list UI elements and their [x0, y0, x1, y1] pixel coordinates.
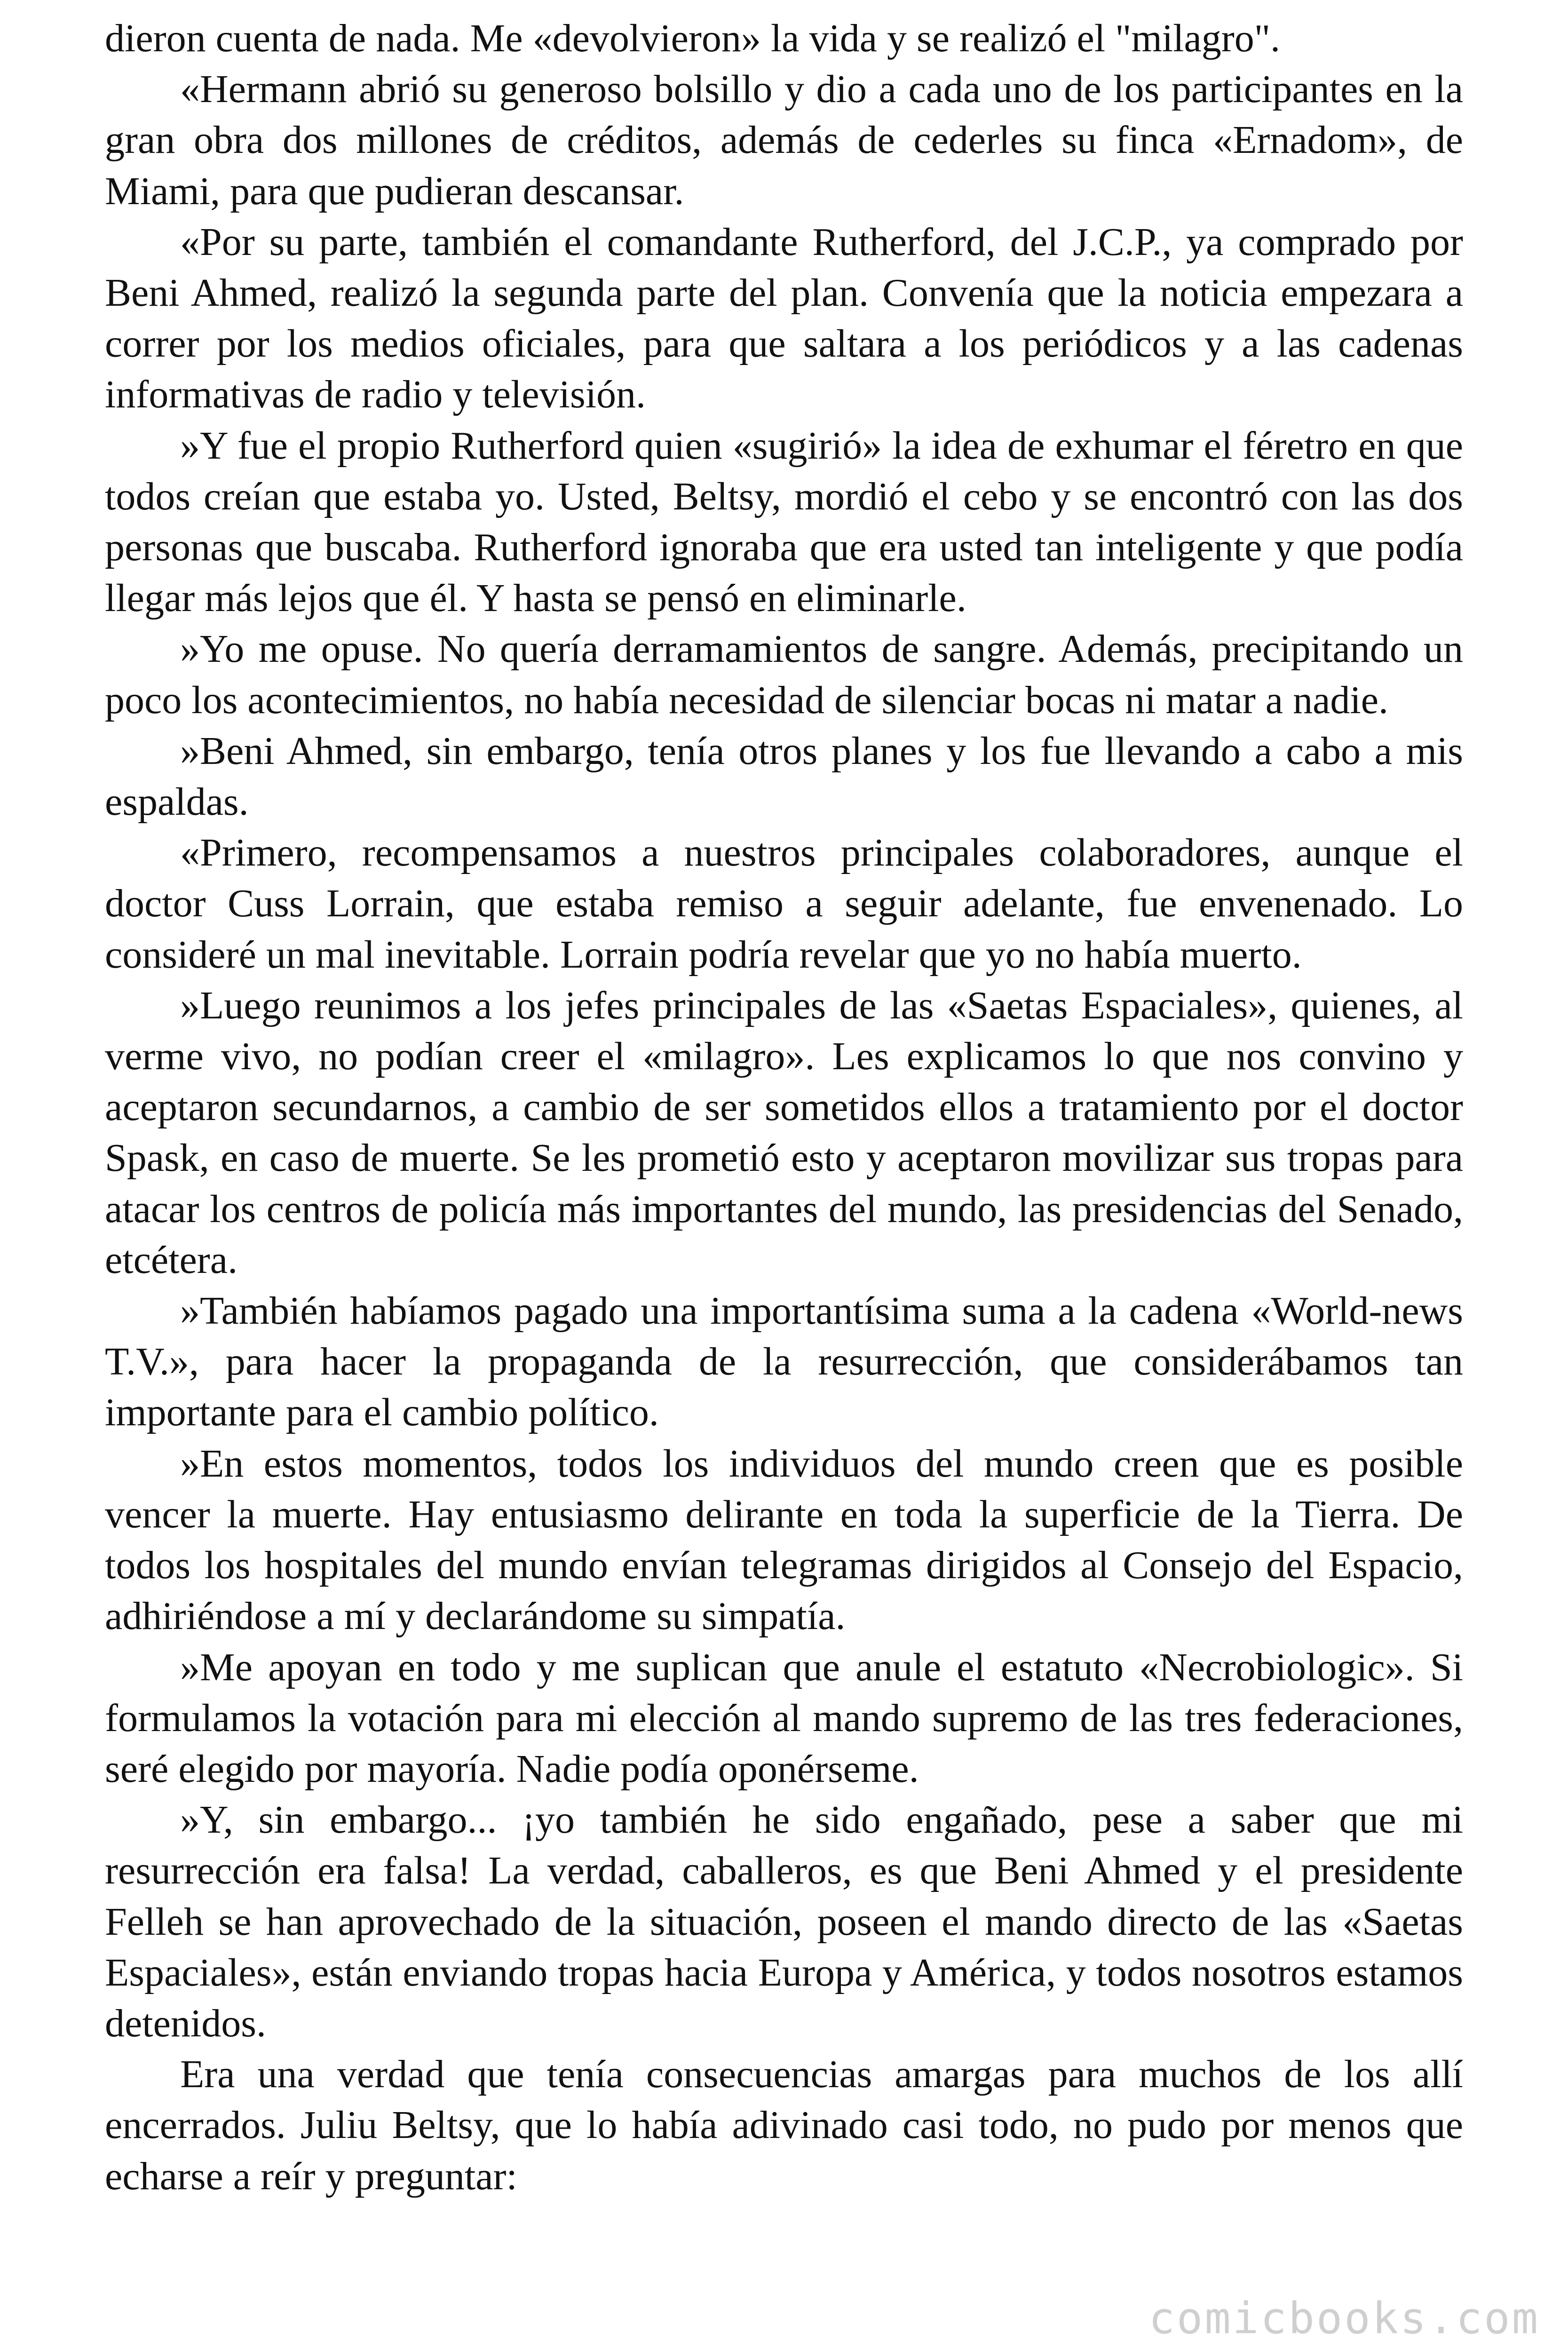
paragraph: »Beni Ahmed, sin embargo, tenía otros planes y los fue llevando a cabo a mis espaldas. [105, 729, 1463, 824]
watermark: comicbooks.com [1148, 2293, 1540, 2344]
page-text [105, 13, 1463, 2202]
paragraph: «Primero, recompensamos a nuestros principales colaboradores, aunque el doctor Cuss Lorrain, que estaba remiso a seguir adelante, fue envenenado. Lo consideré un mal inevitable. Lorrain podría revelar que yo no había muerto. [105, 831, 1463, 977]
paragraph: dieron cuenta de nada. Me «devolvieron» la vida y se realizó el "milagro". [105, 16, 1280, 60]
paragraph: »Y fue el propio Rutherford quien «sugirió» la idea de exhumar el féretro en que todos creían que estaba yo. Usted, Beltsy, mordió el cebo y se encontró con las dos personas que buscaba. Rutherford ignoraba que era usted tan inteligente y que podía llegar más lejos que él. Y hasta se pensó en eliminarle. [105, 423, 1463, 620]
paragraph: «Por su parte, también el comandante Rutherford, del J.C.P., ya comprado por Beni Ahmed, realizó la segunda parte del plan. Convenía que la noticia empezara a correr por los medios oficiales, para que saltara a los periódicos y a las cadenas informativas de radio y televisión. [105, 220, 1463, 417]
paragraph: »Luego reunimos a los jefes principales de las «Saetas Espaciales», quienes, al verme vivo, no podían creer el «milagro». Les explicamos lo que nos convino y aceptaron secundarnos, a cambio de ser sometidos ellos a tratamiento por el doctor Spask, en caso de muerte. Se les prometió esto y aceptaron movilizar sus tropas para atacar los centros de policía más importantes del mundo, las presidencias del Senado, etcétera. [105, 983, 1463, 1282]
paragraph: »Yo me opuse. No quería derramamientos de sangre. Además, precipitando un poco los acontecimientos, no había necesidad de silenciar bocas ni matar a nadie. [105, 627, 1463, 722]
paragraph: Era una verdad que tenía consecuencias amargas para muchos de los allí encerrados. Juliu Beltsy, que lo había adivinado casi todo, no pudo por menos que echarse a reír y preguntar: [105, 2052, 1463, 2198]
paragraph: »También habíamos pagado una importantísima suma a la cadena «World-news T.V.», para hacer la propaganda de la resurrección, que considerábamos tan importante para el cambio político. [105, 1289, 1463, 1435]
paragraph: »En estos momentos, todos los individuos del mundo creen que es posible vencer la muerte. Hay entusiasmo delirante en toda la superficie de la Tierra. De todos los hospitales del mundo envían telegramas dirigidos al Consejo del Espacio, adhiriéndose a mí y declarándome su simpatía. [105, 1441, 1463, 1638]
paragraph: »Y, sin embargo... ¡yo también he sido engañado, pese a saber que mi resurrección era falsa! La verdad, caballeros, es que Beni Ahmed y el presidente Felleh se han aprovechado de la situación, poseen el mando directo de las «Saetas Espaciales», están enviando tropas hacia Europa y América, y todos nosotros estamos detenidos. [105, 1798, 1463, 2045]
paragraph: «Hermann abrió su generoso bolsillo y dio a cada uno de los participantes en la gran obra dos millones de créditos, además de cederles su finca «Ernadom», de Miami, para que pudieran descansar. [105, 67, 1463, 213]
paragraph: »Me apoyan en todo y me suplican que anule el estatuto «Necrobiologic». Si formulamos la votación para mi elección al mando supremo de las tres federaciones, seré elegido por mayoría. Nadie podía oponérseme. [105, 1645, 1463, 1791]
